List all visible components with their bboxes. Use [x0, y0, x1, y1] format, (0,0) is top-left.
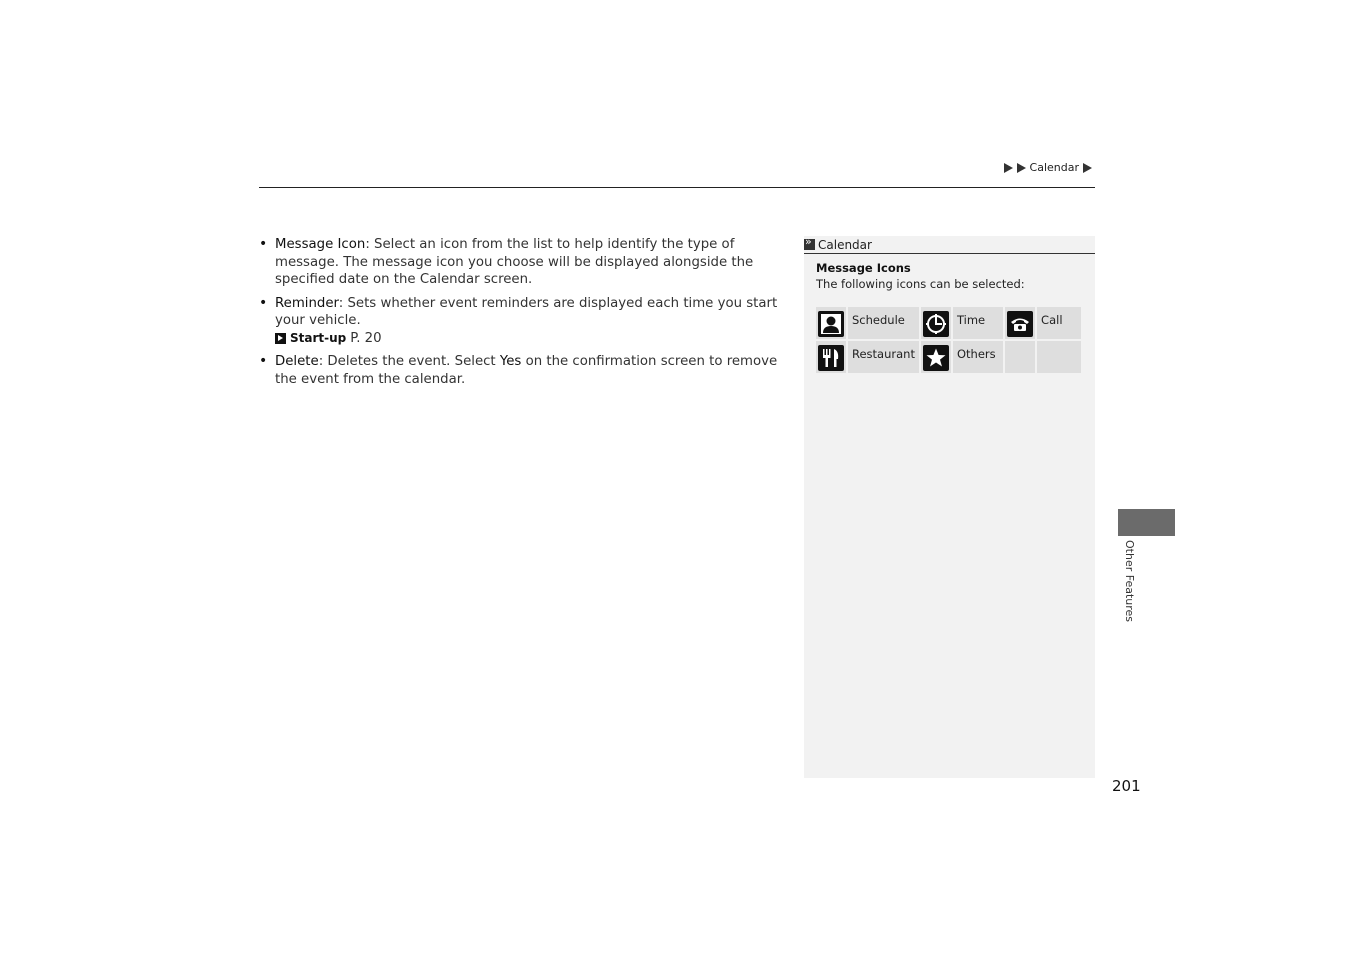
table-cell	[848, 341, 919, 373]
bullet-list	[259, 236, 779, 388]
table-row	[816, 341, 1081, 373]
sidebar-note	[804, 236, 1095, 778]
list-item	[259, 353, 779, 388]
breadcrumb	[1004, 161, 1094, 174]
sidebar-heading	[804, 236, 1095, 254]
triangle-icon	[1083, 163, 1092, 173]
xref-page: P. 20	[350, 330, 382, 346]
triangle-icon	[1004, 163, 1013, 173]
section-tab	[1118, 509, 1175, 536]
sidebar-heading-label: Calendar	[818, 237, 872, 252]
table-cell	[921, 307, 951, 339]
icon-label: Schedule	[852, 313, 905, 327]
table-cell-empty	[1037, 341, 1081, 373]
icon-label: Call	[1041, 313, 1063, 327]
page-number: 201	[1112, 777, 1141, 795]
table-cell	[848, 307, 919, 339]
table-cell	[953, 307, 1003, 339]
sidebar-title: Message Icons	[816, 261, 911, 275]
item-text: on the confirmation screen to remove the event from the calendar.	[275, 354, 778, 387]
item-text: : Select an icon from the list to help identify the type of message. The message icon you choose will be displayed alongside the specified date on the Calendar screen.	[275, 237, 754, 287]
main-content	[259, 236, 779, 394]
item-text: : Sets whether event reminders are displayed each time you start your vehicle.	[275, 295, 778, 328]
item-term: Message Icon	[275, 237, 366, 252]
section-tab-label: Other Features	[1123, 540, 1136, 623]
table-cell	[921, 341, 951, 373]
list-item	[259, 295, 779, 348]
clock-icon	[923, 311, 949, 337]
header-rule	[259, 187, 1095, 188]
item-term: Delete	[275, 354, 319, 369]
item-highlight: Yes	[499, 354, 522, 369]
triangle-icon	[1017, 163, 1026, 173]
item-text: : Deletes the event. Select	[318, 354, 500, 369]
star-icon	[923, 345, 949, 371]
icon-table	[814, 305, 1083, 375]
table-cell	[816, 341, 846, 373]
arrow-right-icon	[275, 333, 286, 344]
breadcrumb-label: Calendar	[1029, 161, 1079, 174]
sidebar-body	[804, 254, 1095, 375]
icon-label: Restaurant	[852, 347, 915, 361]
item-term: Reminder	[275, 295, 339, 311]
xref-title: Start-up	[290, 330, 347, 345]
double-chevron-icon	[804, 239, 815, 250]
list-item	[259, 236, 779, 289]
table-cell	[953, 341, 1003, 373]
phone-icon	[1007, 311, 1033, 337]
sidebar-text: The following icons can be selected:	[816, 277, 1025, 291]
icon-label: Others	[956, 347, 996, 361]
table-cell	[1005, 307, 1035, 339]
table-cell-empty	[1005, 341, 1035, 373]
table-cell	[1037, 307, 1081, 339]
table-cell	[816, 307, 846, 339]
cross-reference-link[interactable]	[275, 330, 779, 348]
table-row	[816, 307, 1081, 339]
icon-label: Time	[956, 313, 986, 327]
person-icon	[818, 311, 844, 337]
fork-knife-icon	[818, 345, 844, 371]
